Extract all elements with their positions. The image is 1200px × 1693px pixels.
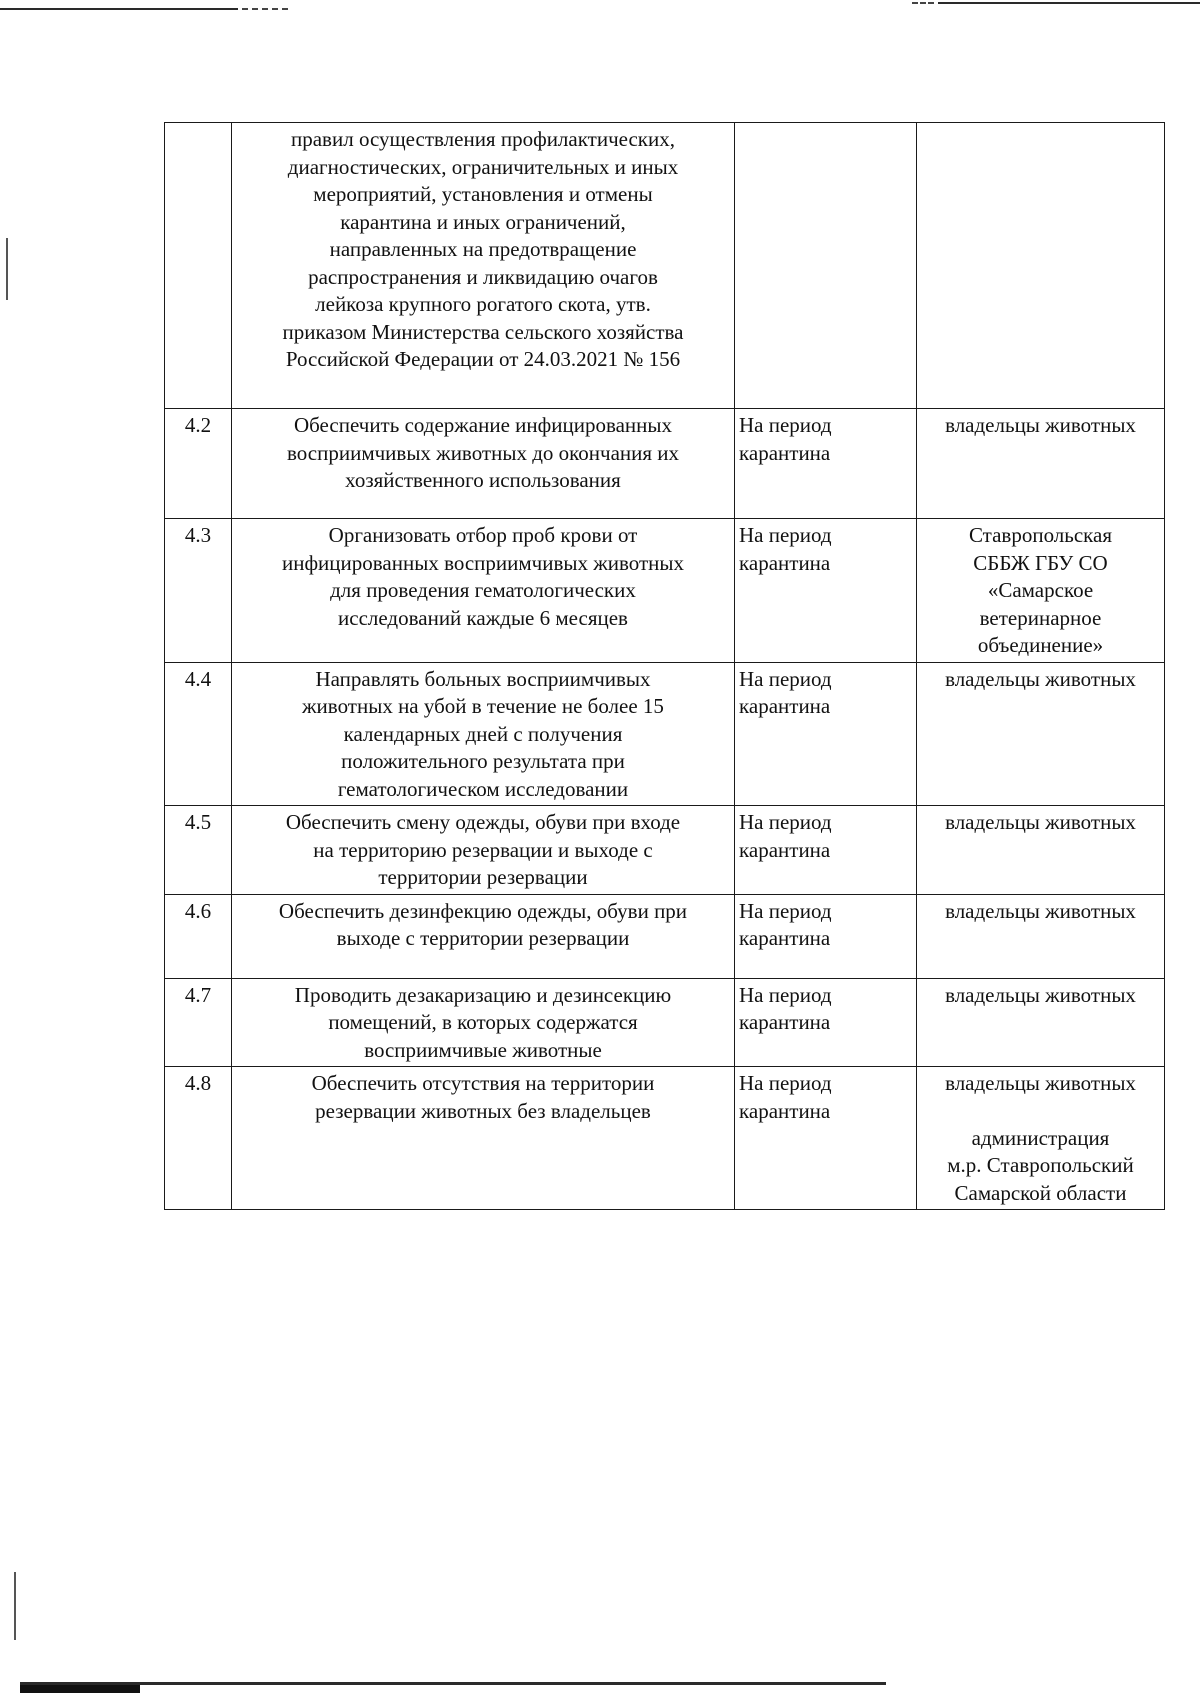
row-number: 4.4 — [165, 662, 232, 806]
measure-text-line: для проведения гематологических — [330, 578, 636, 602]
responsible-text — [917, 806, 1165, 895]
measure-text-line: восприимчивых животных до окончания их — [286, 440, 680, 465]
scan-edge-top-right-dash — [912, 2, 934, 4]
responsible-text-line: Ставропольская — [968, 523, 1113, 547]
measure-text-line: Направлять больных восприимчивых — [315, 666, 651, 691]
measure-text — [232, 894, 735, 978]
table-row — [165, 978, 1165, 1067]
responsible-text — [917, 519, 1165, 663]
measure-text-line: Обеспечить отсутствия на территории — [311, 1071, 655, 1095]
table-row — [165, 519, 1165, 663]
term-text — [735, 806, 917, 895]
measure-text-line: животных на убой в течение не более 15 — [302, 694, 664, 718]
measure-text-line: хозяйственного использования — [345, 468, 621, 492]
measure-text-line: резервации животных без владельцев — [315, 1098, 651, 1123]
responsible-text-line: владельцы животных — [945, 810, 1136, 834]
responsible-text-line: администрация — [971, 1125, 1110, 1150]
responsible-text-line: владельцы животных — [945, 666, 1136, 691]
term-text-line: карантина — [739, 1098, 831, 1123]
measure-text-line: инфицированных восприимчивых животных — [281, 550, 685, 575]
measure-text-line: восприимчивые животные — [364, 1037, 602, 1062]
measure-text-line: Обеспечить содержание инфицированных — [293, 413, 673, 437]
measure-text — [232, 978, 735, 1067]
term-text-line: На период — [739, 982, 832, 1007]
term-text-line: карантина — [739, 694, 831, 718]
responsible-text-line: м.р. Ставропольский — [947, 1153, 1134, 1177]
term-text — [735, 978, 917, 1067]
measure-text — [232, 123, 735, 409]
measure-text-line: лейкоза крупного рогатого скота, утв. — [315, 292, 651, 316]
term-text-line: На период — [739, 523, 832, 547]
term-text — [735, 409, 917, 519]
measure-text-line: диагностических, ограничительных и иных — [287, 154, 679, 179]
responsible-text — [917, 978, 1165, 1067]
responsible-text — [917, 1067, 1165, 1210]
measure-text-line: направленных на предотвращение — [329, 237, 637, 261]
scan-edge-top-left-dash — [242, 8, 288, 10]
responsible-gap — [921, 1098, 1160, 1125]
responsible-text-line: «Самарское — [987, 578, 1094, 602]
term-text-line: карантина — [739, 1010, 831, 1034]
measure-text-line: мероприятий, установления и отмены — [313, 182, 653, 206]
measure-text-line: Организовать отбор проб крови от — [328, 523, 638, 547]
row-number: 4.5 — [165, 806, 232, 895]
scan-edge-left-mark-2 — [14, 1572, 16, 1640]
term-text — [735, 894, 917, 978]
measure-text-line: календарных дней с получения — [343, 721, 623, 746]
responsible-text-line: СББЖ ГБУ СО — [973, 550, 1108, 575]
table-row — [165, 1067, 1165, 1210]
measures-table — [164, 122, 1165, 1210]
scan-edge-left-mark-1 — [6, 238, 8, 300]
term-text-line: карантина — [739, 440, 831, 465]
measure-text-line: карантина и иных ограничений, — [340, 209, 626, 234]
term-text-line: На период — [739, 413, 832, 437]
table-row — [165, 894, 1165, 978]
measures-table-body — [165, 123, 1165, 1210]
row-number: 4.2 — [165, 409, 232, 519]
measure-text-line: правил осуществления профилактических, — [291, 127, 675, 151]
responsible-text-line: Самарской области — [954, 1180, 1127, 1205]
responsible-text-line: владельцы животных — [945, 413, 1136, 437]
term-text-line: На период — [739, 810, 832, 834]
row-number: 4.8 — [165, 1067, 232, 1210]
measure-text-line: Обеспечить дезинфекцию одежды, обуви при — [278, 898, 688, 923]
scan-edge-top-left — [0, 8, 238, 10]
term-text-line: карантина — [739, 550, 831, 575]
row-number: 4.3 — [165, 519, 232, 663]
responsible-text — [917, 662, 1165, 806]
measure-text-line: выходе с территории резервации — [336, 926, 630, 950]
measure-text-line: приказом Министерства сельского хозяйства — [282, 319, 684, 344]
responsible-text — [917, 894, 1165, 978]
measure-text-line: гематологическом исследовании — [337, 776, 629, 801]
term-text-line: На период — [739, 898, 832, 923]
measure-text — [232, 806, 735, 895]
responsible-text-line: объединение» — [977, 633, 1104, 657]
row-number: 4.7 — [165, 978, 232, 1067]
measure-text — [232, 1067, 735, 1210]
term-text-line: карантина — [739, 926, 831, 950]
term-text-line: На период — [739, 666, 832, 691]
row-number — [165, 123, 232, 409]
responsible-text-line: владельцы животных — [945, 1071, 1136, 1095]
measure-text — [232, 409, 735, 519]
measure-text-line: исследований каждые 6 месяцев — [338, 605, 628, 630]
term-text — [735, 123, 917, 409]
measure-text-line: территории резервации — [378, 865, 588, 889]
responsible-text — [917, 409, 1165, 519]
scan-edge-bottom — [20, 1682, 886, 1685]
measure-text-line: Российской Федерации от 24.03.2021 № 156 — [285, 347, 681, 371]
measure-text-line: положительного результата при — [341, 749, 625, 773]
responsible-text-line: ветеринарное — [979, 605, 1102, 630]
term-text — [735, 1067, 917, 1210]
table-row — [165, 409, 1165, 519]
measure-text-line: Проводить дезакаризацию и дезинсекцию — [294, 982, 672, 1007]
term-text — [735, 662, 917, 806]
table-row — [165, 806, 1165, 895]
term-text-line: карантина — [739, 837, 831, 862]
measure-text — [232, 662, 735, 806]
table-row — [165, 662, 1165, 806]
scan-edge-top-right — [938, 2, 1200, 4]
term-text-line: На период — [739, 1071, 832, 1095]
measure-text-line: Обеспечить смену одежды, обуви при входе — [285, 810, 681, 834]
term-text — [735, 519, 917, 663]
measure-text-line: на территорию резервации и выходе с — [313, 837, 653, 862]
measure-text-line: помещений, в которых содержатся — [328, 1010, 638, 1034]
measure-text-line: распространения и ликвидацию очагов — [308, 264, 658, 289]
measure-text — [232, 519, 735, 663]
responsible-text — [917, 123, 1165, 409]
row-number: 4.6 — [165, 894, 232, 978]
responsible-text-line: владельцы животных — [945, 898, 1136, 923]
table-row — [165, 123, 1165, 409]
responsible-text-line: владельцы животных — [945, 982, 1136, 1007]
scan-edge-bottom-thick — [20, 1685, 140, 1693]
